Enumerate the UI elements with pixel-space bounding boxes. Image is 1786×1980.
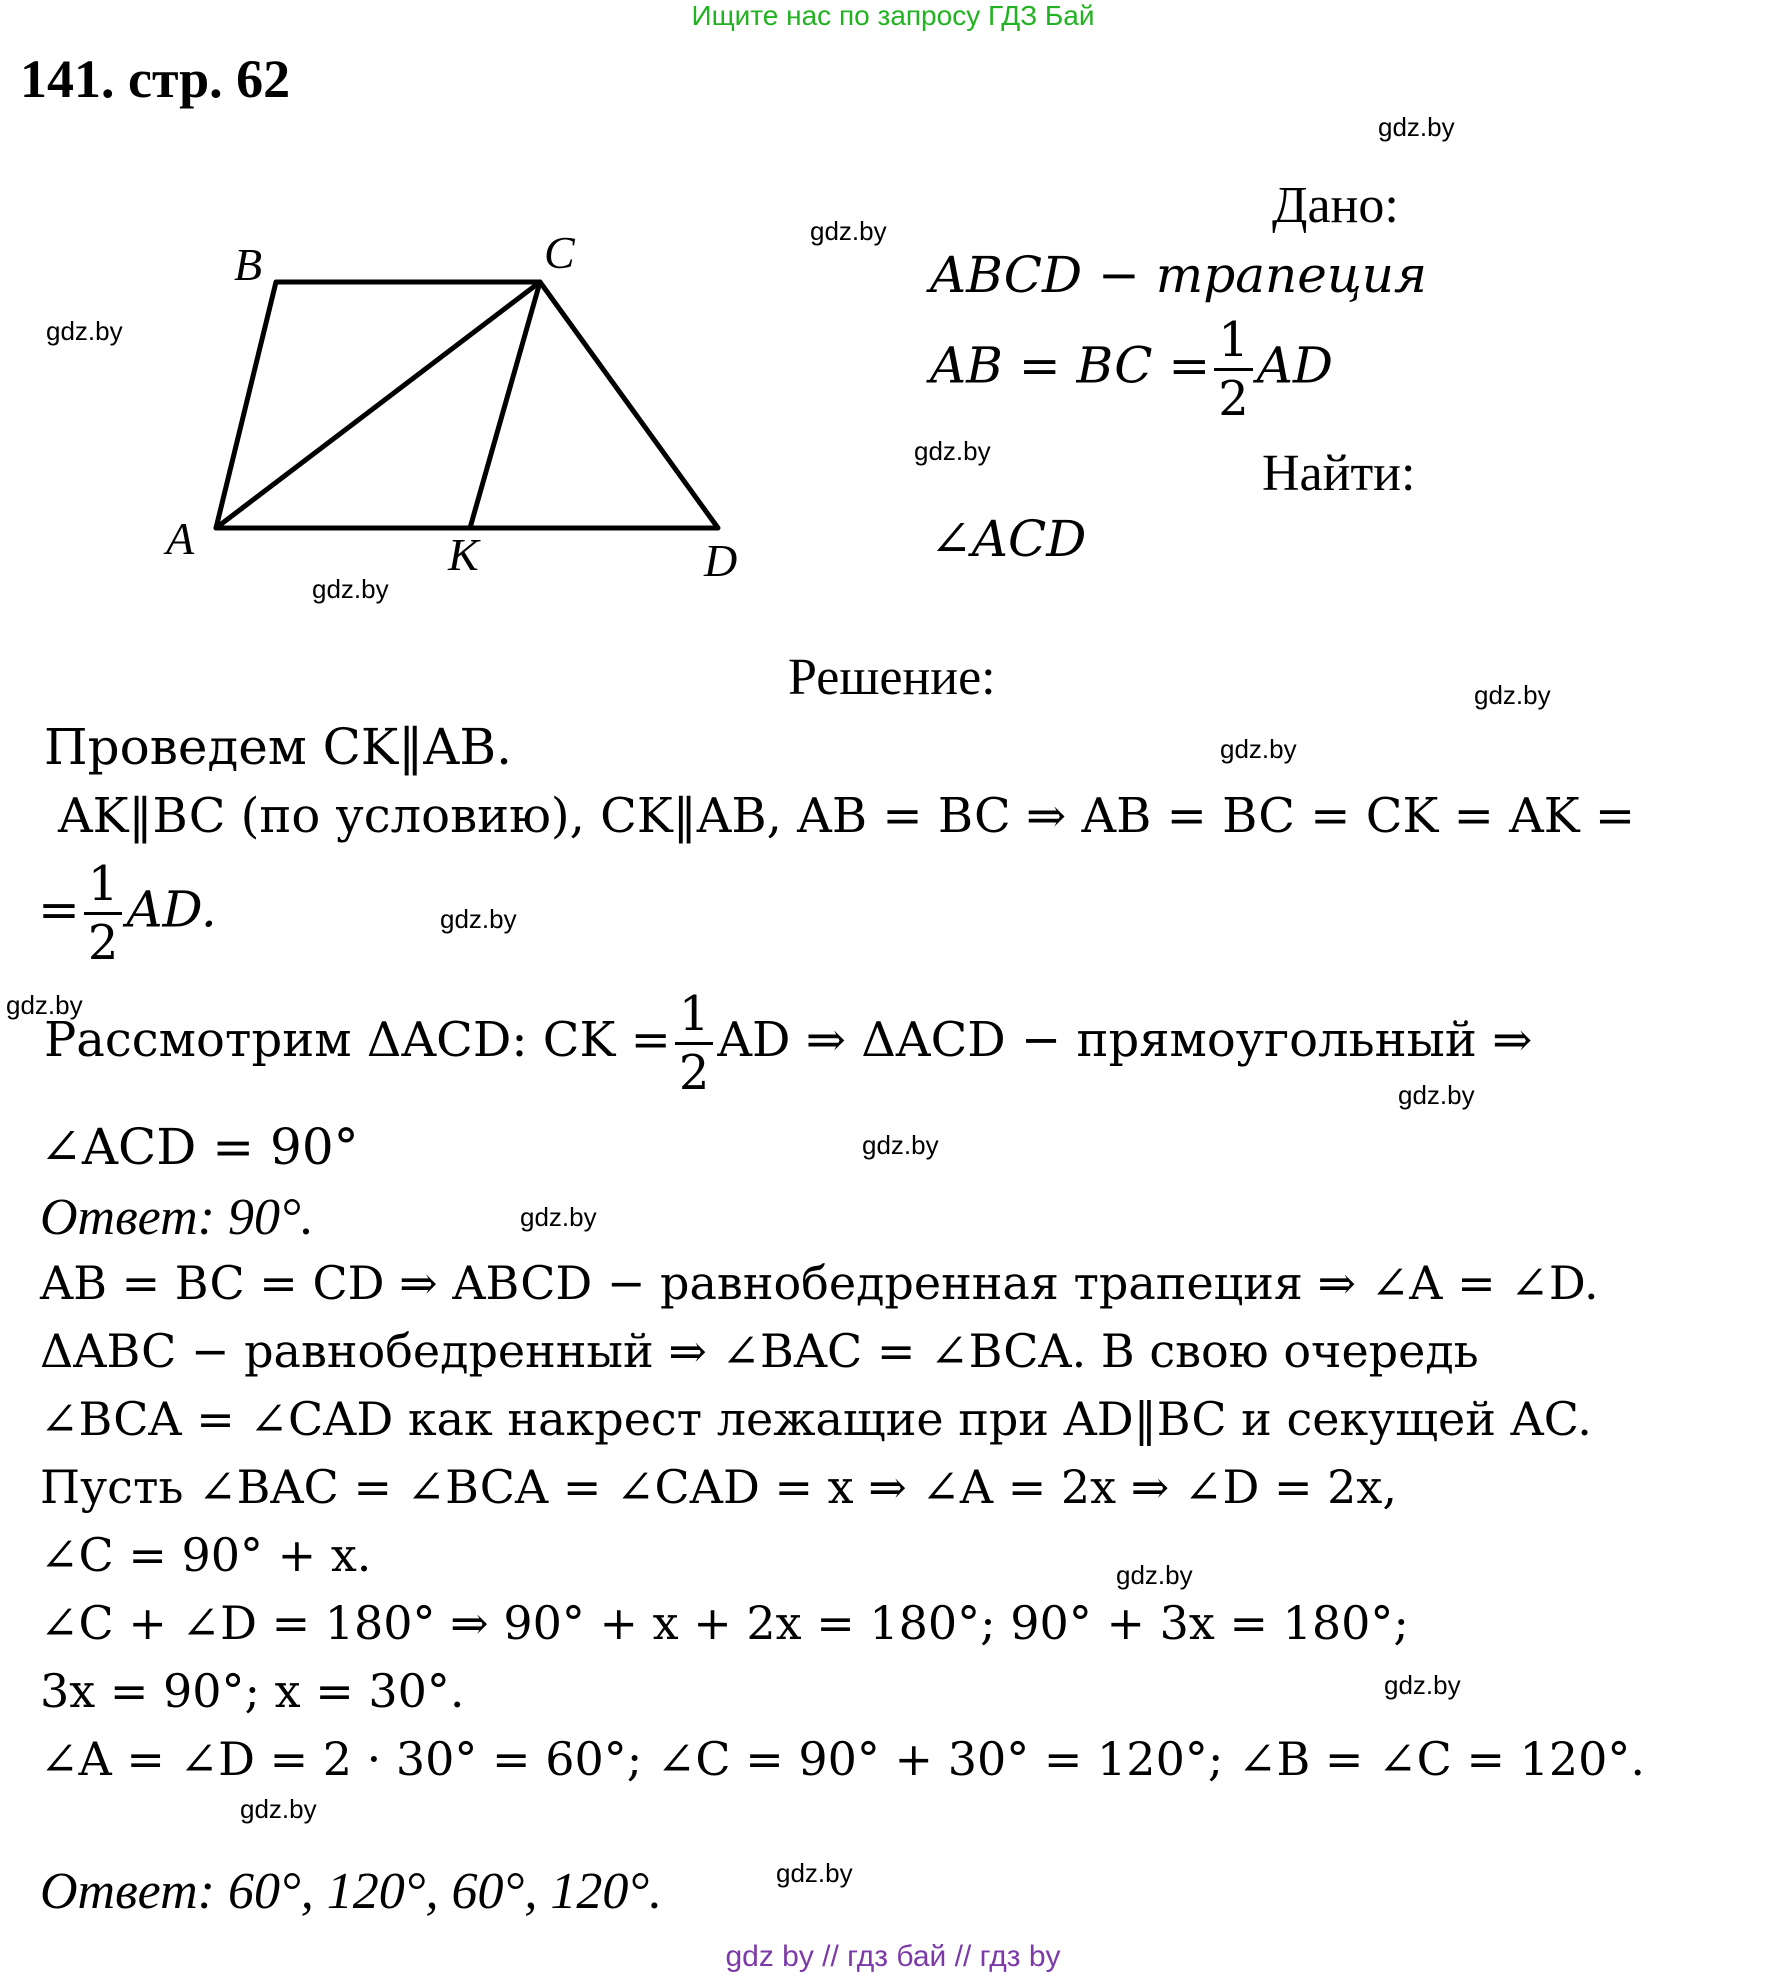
- given-line-2: [930, 312, 1333, 427]
- trapezoid-abcd: [216, 282, 718, 528]
- solution-line: ∠A = ∠D = 2 · 30° = 60°; ∠C = 90° + 30° = 120°; ∠B = ∠C = 120°.: [40, 1732, 1646, 1786]
- watermark: gdz.by: [520, 1202, 597, 1232]
- solution-line: ∠BCA = ∠CAD как накрест лежащие при AD‖BC и секущей AC.: [40, 1392, 1592, 1446]
- solution-heading: Решение:: [788, 649, 996, 706]
- fraction: $\frac{1}{2}$: [84, 860, 123, 967]
- eq-left: Рассмотрим ΔACD: CK =: [44, 1012, 671, 1068]
- answer-1: Ответ: 90°.: [40, 1189, 314, 1246]
- eq-sign: =: [38, 880, 80, 939]
- eq-right: AD ⇒ ΔACD − прямоугольный ⇒: [717, 1012, 1533, 1068]
- solution-line-fraction: [38, 856, 217, 971]
- watermark: gdz.by: [312, 574, 389, 604]
- eq-right: AD.: [126, 880, 217, 939]
- answer-2: Ответ: 60°, 120°, 60°, 120°.: [40, 1863, 663, 1920]
- watermark: gdz.by: [1116, 1560, 1193, 1590]
- watermark: gdz.by: [862, 1130, 939, 1160]
- watermark: gdz.by: [776, 1858, 853, 1888]
- segment-ck: [470, 282, 540, 528]
- watermark: gdz.by: [6, 990, 83, 1020]
- solution-line: ∠C + ∠D = 180° ⇒ 90° + x + 2x = 180°; 90° + 3x = 180°;: [40, 1596, 1409, 1650]
- label-c: C: [544, 227, 575, 278]
- given-heading: Дано:: [1272, 177, 1399, 234]
- watermark: gdz.by: [1384, 1670, 1461, 1700]
- fraction: $\frac{1}{2}$: [675, 990, 714, 1097]
- top-banner: Ищите нас по запросу ГДЗ Бай: [691, 0, 1095, 31]
- given-line-1: [930, 248, 1427, 303]
- label-k: K: [448, 529, 479, 580]
- find-value: ∠ACD: [930, 510, 1087, 568]
- given-eq-right: AD: [1256, 336, 1333, 395]
- watermark: gdz.by: [440, 904, 517, 934]
- watermark: gdz.by: [1398, 1080, 1475, 1110]
- label-b: B: [234, 239, 263, 290]
- label-a: A: [166, 513, 195, 564]
- solution-line: 3x = 90°; x = 30°.: [40, 1664, 465, 1718]
- watermark: gdz.by: [914, 436, 991, 466]
- fraction: $\frac{1}{2}$: [1214, 316, 1253, 423]
- solution-line: ∠ACD = 90°: [40, 1118, 359, 1176]
- solution-line: AB = BC = CD ⇒ ABCD − равнобедренная трапеция ⇒ ∠A = ∠D.: [40, 1256, 1599, 1310]
- given-trapezoid: ABCD − трапеция: [930, 246, 1428, 304]
- solution-line: Пусть ∠BAC = ∠BCA = ∠CAD = x ⇒ ∠A = 2x ⇒ ∠D = 2x,: [40, 1460, 1397, 1514]
- solution-line: ∠C = 90° + x.: [40, 1528, 372, 1582]
- watermark: gdz.by: [1378, 112, 1455, 142]
- given-eq-left: AB = BC =: [930, 336, 1211, 395]
- solution-line: ΔABC − равнобедренный ⇒ ∠BAC = ∠BCA. В свою очередь: [40, 1324, 1479, 1378]
- page-title: 141. стр. 62: [20, 49, 291, 109]
- watermark: gdz.by: [240, 1794, 317, 1824]
- solution-line: AK‖BC (по условию), CK‖AB, AB = BC ⇒ AB = BC = CK = AK =: [58, 788, 1636, 844]
- watermark: gdz.by: [1220, 734, 1297, 764]
- footer-links[interactable]: gdz by // гдз бай // гдз by: [725, 1940, 1061, 1973]
- solution-line-fraction: [44, 986, 1533, 1101]
- watermark: gdz.by: [810, 216, 887, 246]
- label-d: D: [704, 535, 738, 586]
- watermark: gdz.by: [1474, 680, 1551, 710]
- solution-line: Проведем CK‖AB.: [44, 718, 512, 776]
- find-heading: Найти:: [1262, 445, 1416, 502]
- watermark: gdz.by: [46, 316, 123, 346]
